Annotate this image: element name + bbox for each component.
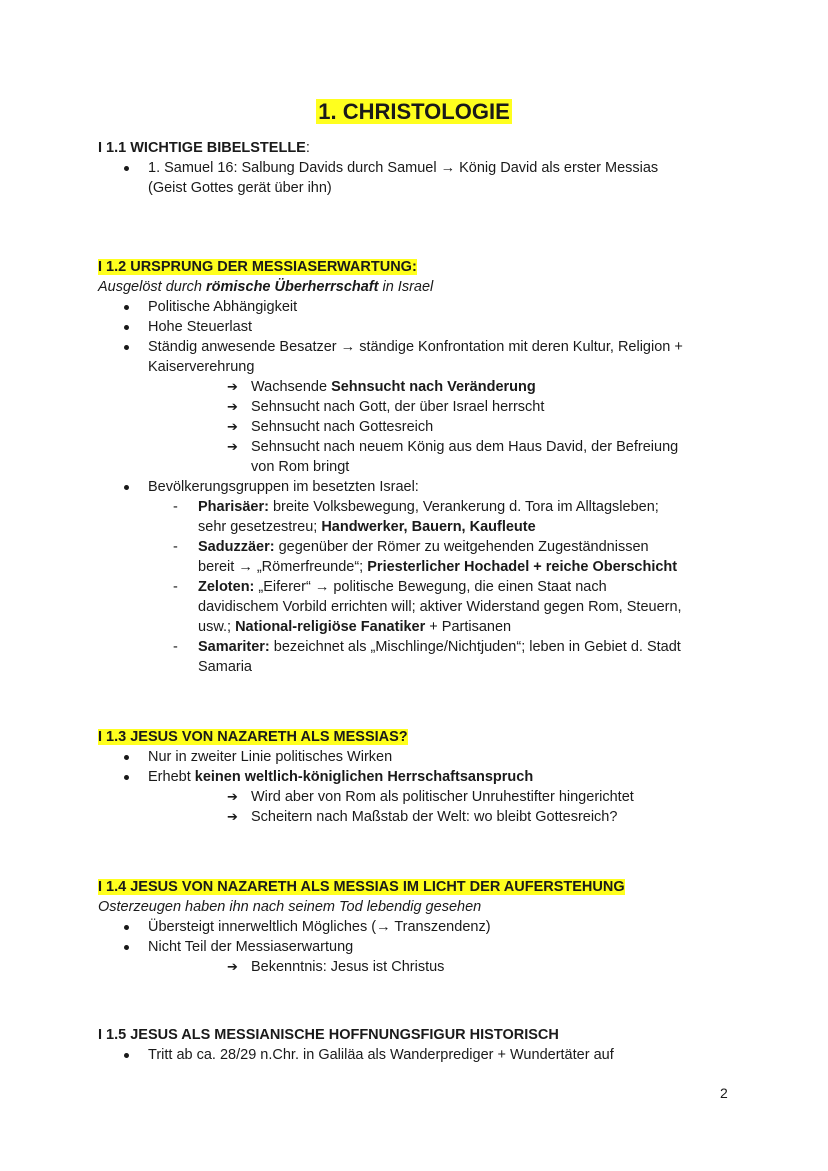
arrow-right-icon: → — [440, 160, 456, 176]
section-heading: I 1.1 WICHTIGE BIBELSTELLE: — [98, 140, 310, 156]
arrow-right-icon: → — [376, 919, 391, 935]
list-item: ➔ Bekenntnis: Jesus ist Christus — [227, 959, 445, 975]
arrow-right-icon: → — [340, 339, 356, 355]
list-item: ➔ Scheitern nach Maßstab der Welt: wo bleibt Gottesreich? — [227, 809, 618, 825]
arrow-right-icon: → — [238, 559, 253, 575]
arrow-right-icon: ➔ — [227, 959, 238, 974]
arrow-right-icon: ➔ — [227, 399, 238, 414]
section-1-4 — [98, 877, 738, 977]
list-item: Übersteigt innerweltlich Mögliches (→ Transzendenz) — [98, 917, 738, 937]
list-item: 1. Samuel 16: Salbung Davids durch Samuel → König David als erster Messias (Geist Gottes gerät über ihn) — [98, 158, 738, 198]
arrow-list — [98, 377, 738, 477]
list-item: Hohe Steuerlast — [98, 317, 738, 337]
list-item: Nicht Teil der Messiaserwartung — [98, 937, 738, 957]
list-item: Tritt ab ca. 28/29 n.Chr. in Galiläa als Wanderprediger + Wundertäter auf — [98, 1045, 738, 1065]
list-item: Erhebt keinen weltlich-königlichen Herrschaftsanspruch — [98, 767, 738, 787]
section-1-1 — [98, 138, 738, 198]
list-item: ➔ Sehnsucht nach Gottesreich — [227, 419, 434, 435]
arrow-right-icon: ➔ — [227, 419, 238, 434]
bullet-list — [98, 1045, 738, 1065]
page-number: 2 — [720, 1085, 728, 1101]
list-item: - Saduzzäer: gegenüber der Römer zu weitgehenden Zugeständnissen bereit → „Römerfreunde“; Priesterlicher Hochadel + reiche Oberschicht — [98, 537, 738, 577]
bullet-list — [98, 917, 738, 957]
list-item: Ständig anwesende Besatzer → ständige Konfrontation mit deren Kultur, Religion + Kaiserverehrung — [98, 337, 738, 377]
page-title — [0, 98, 828, 126]
arrow-right-icon: ➔ — [227, 379, 238, 394]
list-item: ➔ Wird aber von Rom als politischer Unruhestifter hingerichtet — [227, 789, 634, 805]
section-1-2 — [98, 257, 738, 677]
list-item: ➔ Wachsende Sehnsucht nach Veränderung — [227, 379, 536, 395]
section-heading: I 1.5 JESUS ALS MESSIANISCHE HOFFNUNGSFIGUR HISTORISCH — [98, 1027, 559, 1043]
bullet-list — [98, 747, 738, 787]
list-item: Politische Abhängigkeit — [98, 297, 738, 317]
arrow-list — [98, 787, 738, 827]
bullet-list — [98, 158, 738, 198]
section-heading: I 1.2 URSPRUNG DER MESSIASERWARTUNG: — [98, 259, 417, 275]
arrow-right-icon: ➔ — [227, 789, 238, 804]
arrow-right-icon: ➔ — [227, 439, 238, 454]
list-item: - Pharisäer: breite Volksbewegung, Verankerung d. Tora im Alltagsleben; sehr gesetzestreu; Handwerker, Bauern, Kaufleute — [98, 497, 738, 537]
section-heading: I 1.4 JESUS VON NAZARETH ALS MESSIAS IM LICHT DER AUFERSTEHUNG — [98, 879, 625, 895]
dash-list — [98, 497, 738, 677]
bullet-list — [98, 297, 738, 377]
list-item: ➔ Sehnsucht nach neuem König aus dem Haus David, der Befreiung von Rom bringt — [227, 439, 679, 475]
arrow-list — [98, 957, 738, 977]
list-item: ➔ Sehnsucht nach Gott, der über Israel herrscht — [227, 399, 545, 415]
page-title-text: 1. CHRISTOLOGIE — [318, 99, 510, 124]
section-heading: I 1.3 JESUS VON NAZARETH ALS MESSIAS? — [98, 729, 408, 745]
list-item: Nur in zweiter Linie politisches Wirken — [98, 747, 738, 767]
arrow-right-icon: ➔ — [227, 809, 238, 824]
section-intro: Osterzeugen haben ihn nach seinem Tod lebendig gesehen — [98, 899, 482, 915]
arrow-right-icon: → — [314, 579, 330, 595]
bullet-list — [98, 477, 738, 497]
list-item: Bevölkerungsgruppen im besetzten Israel: — [98, 477, 738, 497]
section-intro: Ausgelöst durch römische Überherrschaft in Israel — [98, 279, 434, 295]
list-item: - Zeloten: „Eiferer“ → politische Bewegung, die einen Staat nach davidischem Vorbild errichten will; aktiver Widerstand gegen Rom, Steuern, usw.; National-religiöse Fanatiker + Partisanen — [98, 577, 738, 637]
list-item: - Samariter: bezeichnet als „Mischlinge/Nichtjuden“; leben in Gebiet d. Stadt Samaria — [98, 637, 738, 677]
section-1-5 — [98, 1025, 738, 1065]
section-1-3 — [98, 727, 738, 827]
